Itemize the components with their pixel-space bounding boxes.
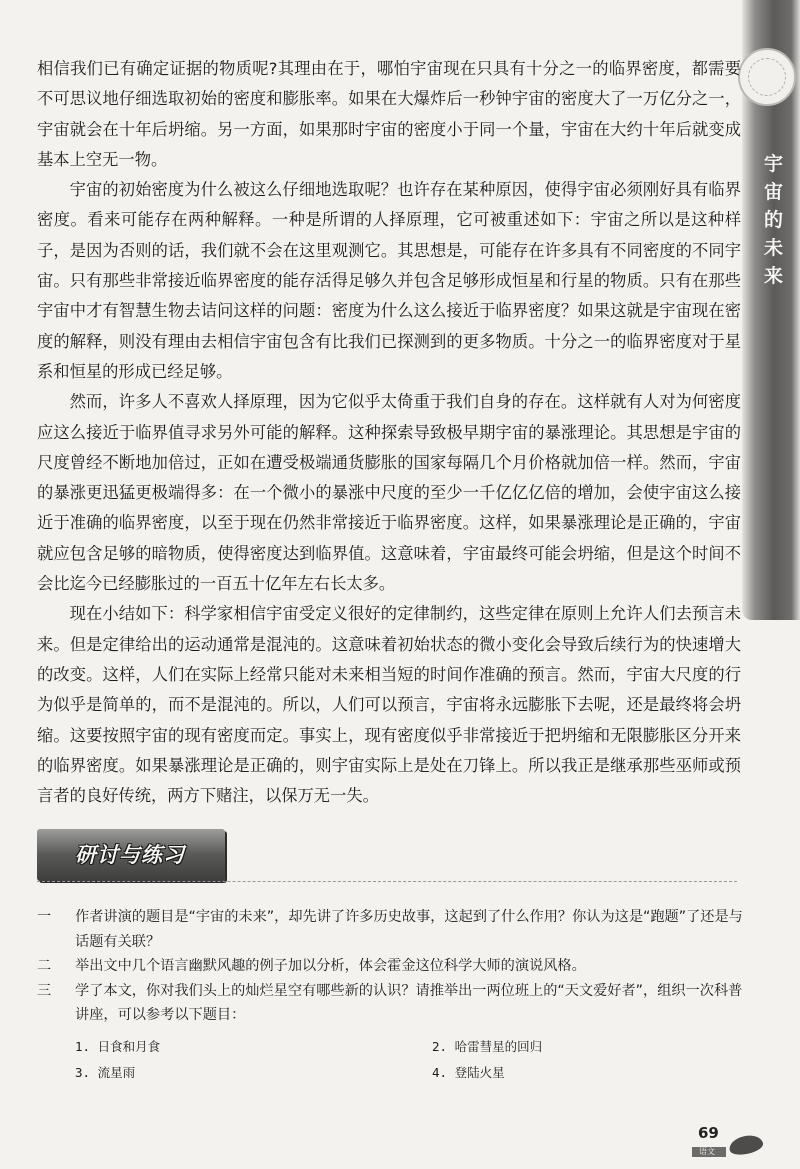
exercise-questions: [37, 905, 743, 1028]
exercise-banner: [37, 829, 225, 881]
article-body: [37, 54, 741, 811]
topic-item: 2. 哈雷彗星的回归: [432, 1039, 543, 1054]
exercise-label: 研讨与练习: [75, 843, 185, 867]
question-number: 一: [37, 909, 52, 925]
divider: [37, 881, 737, 882]
paragraph: 然而，许多人不喜欢人择原理，因为它似乎太倚重于我们自身的存在。这样就有人对为何密度应这么接近于临界值寻求另外可能的解释。这种探索导致极早期宇宙的暴涨理论。其思想是宇宙的尺度曾经不断地加倍过，正如在遭受极端通货膨胀的国家每隔几个月价格就加倍一样。然而，宇宙的暴涨更迅猛更极端得多：在一个微小的暴涨中尺度的至少一千亿亿亿倍的增加，会使宇宙这么接近于准确的临界密度，以至于现在仍然非常接近于临界密度。这样，如果暴涨理论是正确的，宇宙就应包含足够的暗物质，使得密度达到临界值。这意味着，宇宙最终可能会坍缩，但是这个时间不会比迄今已经膨胀过的一百五十亿年左右长太多。: [37, 392, 741, 594]
paragraph: 相信我们已有确定证据的物质呢?其理由在于，哪怕宇宙现在只具有十分之一的临界密度，都需要不可思议地仔细选取初始的密度和膨胀率。如果在大爆炸后一秒钟宇宙的密度大了一万亿分之一，宇宙就会在十年后坍缩。另一方面，如果那时宇宙的密度小于同一个量，宇宙在大约十年后就变成基本上空无一物。: [37, 59, 741, 169]
paragraph: 宇宙的初始密度为什么被这么仔细地选取呢？也许存在某种原因，使得宇宙必须刚好具有临界密度。看来可能存在两种解释。一种是所谓的人择原理，它可被重述如下：宇宙之所以是这种样子，是因为否则的话，我们就不会在这里观测它。其思想是，可能存在许多具有不同密度的不同宇宙。只有那些非常接近临界密度的能存活得足够久并包含足够形成恒星和行星的物质。只有在那些宇宙中才有智慧生物去诘问这样的问题：密度为什么这么接近于临界密度？如果这就是宇宙现在密度的解释，则没有理由去相信宇宙包含有比我们已探测到的更多物质。十分之一的临界密度对于星系和恒星的形成已经足够。: [37, 180, 741, 381]
seal-emblem-icon: [738, 48, 796, 106]
page-number: 69: [698, 1124, 719, 1142]
topic-item: 4. 登陆火星: [432, 1065, 505, 1080]
question-text: 学了本文，你对我们头上的灿烂星空有哪些新的认识？请推举出一两位班上的“天文爱好者”，组织一次科普讲座，可以参考以下题目：: [75, 982, 743, 1023]
subject-label: 语文: [699, 1147, 715, 1156]
question-text: 举出文中几个语言幽默风趣的例子加以分析，体会霍金这位科学大师的演说风格。: [75, 958, 586, 974]
question-item: [37, 905, 743, 954]
leaf-ornament-icon: [728, 1133, 765, 1158]
question-item: [37, 954, 743, 979]
question-number: 三: [37, 982, 52, 999]
question-text: 作者讲演的题目是“宇宙的未来”，却先讲了许多历史故事，这起到了什么作用？你认为这是“跑题”了还是与话题有关联？: [75, 909, 743, 950]
paragraph: 现在小结如下：科学家相信宇宙受定义很好的定律制约，这些定律在原则上允许人们去预言未来。但是定律给出的运动通常是混沌的。这意味着初始状态的微小变化会导致后续行为的快速增大的改变。这样，人们在实际上经常只能对未来相当短的时间作准确的预言。然而，宇宙大尺度的行为似乎是简单的，而不是混沌的。所以，人们可以预言，宇宙将永远膨胀下去呢，还是最终将会坍缩。这要按照宇宙的现有密度而定。事实上，现有密度似乎非常接近于把坍缩和无限膨胀区分开来的临界密度。如果暴涨理论是正确的，则宇宙实际上是处在刀锋上。所以我正是继承那些巫师或预言者的良好传统，两方下赌注，以保万无一失。: [37, 604, 741, 806]
chapter-title: 宇宙的未来: [763, 153, 784, 287]
topic-item: 1. 日食和月食: [75, 1039, 161, 1054]
chapter-sidebar: [742, 0, 800, 620]
question-item: [37, 979, 743, 1028]
question-number: 二: [37, 958, 52, 974]
topic-item: 3. 流星雨: [75, 1065, 136, 1080]
